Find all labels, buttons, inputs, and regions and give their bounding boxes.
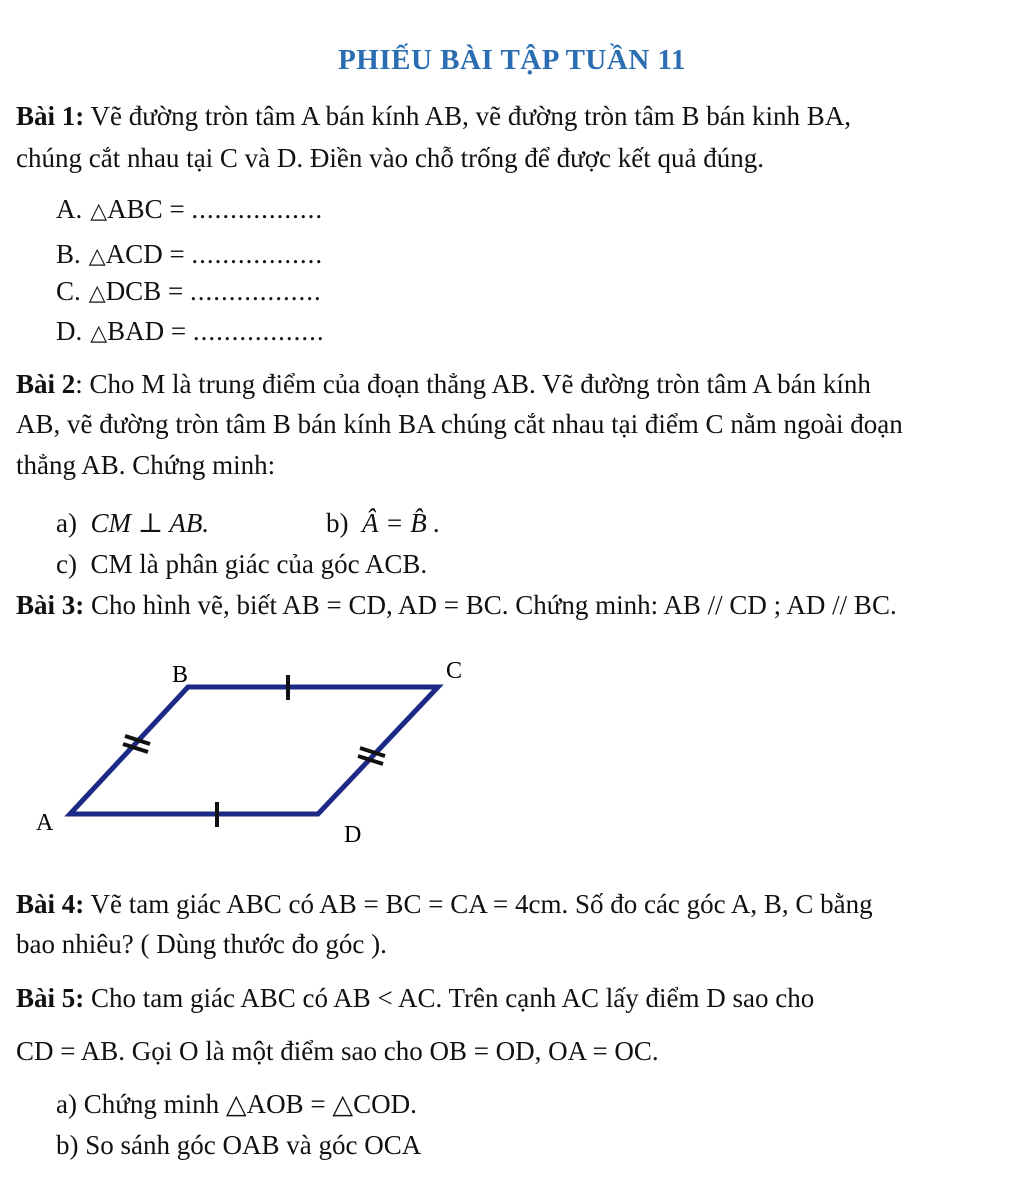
bai5-label: Bài 5: (16, 983, 85, 1013)
bai1-option-a (56, 193, 323, 227)
parallelogram-shape (70, 687, 438, 814)
option-expr: DCB = (105, 276, 190, 306)
bai1-line1 (16, 100, 851, 132)
bai2-text1: : Cho M là trung điểm của đoạn thẳng AB. Vẽ đường tròn tâm A bán kính (75, 369, 871, 399)
option-expr: BAD = (107, 316, 193, 346)
triangle-symbol: △ (90, 198, 108, 223)
label-c: C (446, 658, 463, 684)
bai5-text1: Cho tam giác ABC có AB < AC. Trên cạnh AC lấy điểm D sao cho (84, 983, 815, 1013)
part-label: b) (56, 1130, 79, 1160)
bai2-line1 (16, 368, 871, 400)
page-title: PHIẾU BÀI TẬP TUẦN 11 (338, 44, 686, 76)
bai5-part-a (56, 1088, 417, 1120)
part-label: a) (56, 1089, 77, 1119)
option-blank: ................. (189, 276, 322, 306)
option-letter: D. (56, 316, 83, 346)
option-blank: ................. (191, 239, 324, 269)
bai2-label: Bài 2 (16, 369, 76, 399)
bai5-line1 (16, 982, 814, 1014)
triangle-symbol: △ (88, 280, 106, 305)
bai1-option-c (56, 275, 322, 309)
bai1-line2: chúng cắt nhau tại C và D. Điền vào chỗ trống để được kết quả đúng. (16, 143, 764, 173)
part-text: CM ⊥ AB. (90, 508, 210, 538)
bai1-label: Bài 1: (16, 101, 85, 131)
bai2-part-a (56, 507, 209, 539)
bai1-option-b (56, 238, 323, 272)
triangle-symbol: △ (88, 243, 106, 268)
part-text: Chứng minh △AOB = △COD. (76, 1089, 417, 1119)
option-blank: ................. (192, 316, 325, 346)
option-expr: ABC = (107, 194, 192, 224)
bai3-line (16, 589, 897, 621)
bai2-part-c (56, 548, 427, 580)
bai3-text: Cho hình vẽ, biết AB = CD, AD = BC. Chứng minh: AB // CD ; AD // BC. (84, 590, 897, 620)
bai4-line1 (16, 888, 873, 920)
part-label: b) (326, 508, 349, 538)
bai5-part-b (56, 1129, 421, 1161)
bai3-label: Bài 3: (16, 590, 85, 620)
part-text: CM là phân giác của góc ACB. (90, 549, 428, 579)
parallelogram-figure (0, 640, 520, 860)
part-label: a) (56, 508, 77, 538)
part-label: c) (56, 549, 77, 579)
option-letter: A. (56, 194, 83, 224)
option-letter: C. (56, 276, 81, 306)
bai2-line3: thẳng AB. Chứng minh: (16, 450, 276, 480)
label-a: A (36, 810, 54, 836)
bai4-label: Bài 4: (16, 889, 85, 919)
bai4-text1: Vẽ tam giác ABC có AB = BC = CA = 4cm. Số đo các góc A, B, C bằng (84, 889, 873, 919)
bai5-line2: CD = AB. Gọi O là một điểm sao cho OB = OD, OA = OC. (16, 1036, 659, 1066)
triangle-symbol: △ (90, 320, 108, 345)
part-text: Â = B̂ . (362, 508, 441, 538)
bai4-line2: bao nhiêu? ( Dùng thước đo góc ). (16, 929, 387, 959)
label-d: D (344, 822, 362, 848)
label-b: B (172, 662, 189, 688)
option-blank: ................. (191, 194, 324, 224)
option-letter: B. (56, 239, 81, 269)
part-text: So sánh góc OAB và góc OCA (78, 1130, 422, 1160)
bai2-part-b (326, 507, 440, 539)
bai1-text1: Vẽ đường tròn tâm A bán kính AB, vẽ đường tròn tâm B bán kinh BA, (84, 101, 852, 131)
bai1-option-d (56, 315, 325, 349)
option-expr: ACD = (105, 239, 192, 269)
bai2-line2: AB, vẽ đường tròn tâm B bán kính BA chúng cắt nhau tại điểm C nằm ngoài đoạn (16, 409, 903, 439)
